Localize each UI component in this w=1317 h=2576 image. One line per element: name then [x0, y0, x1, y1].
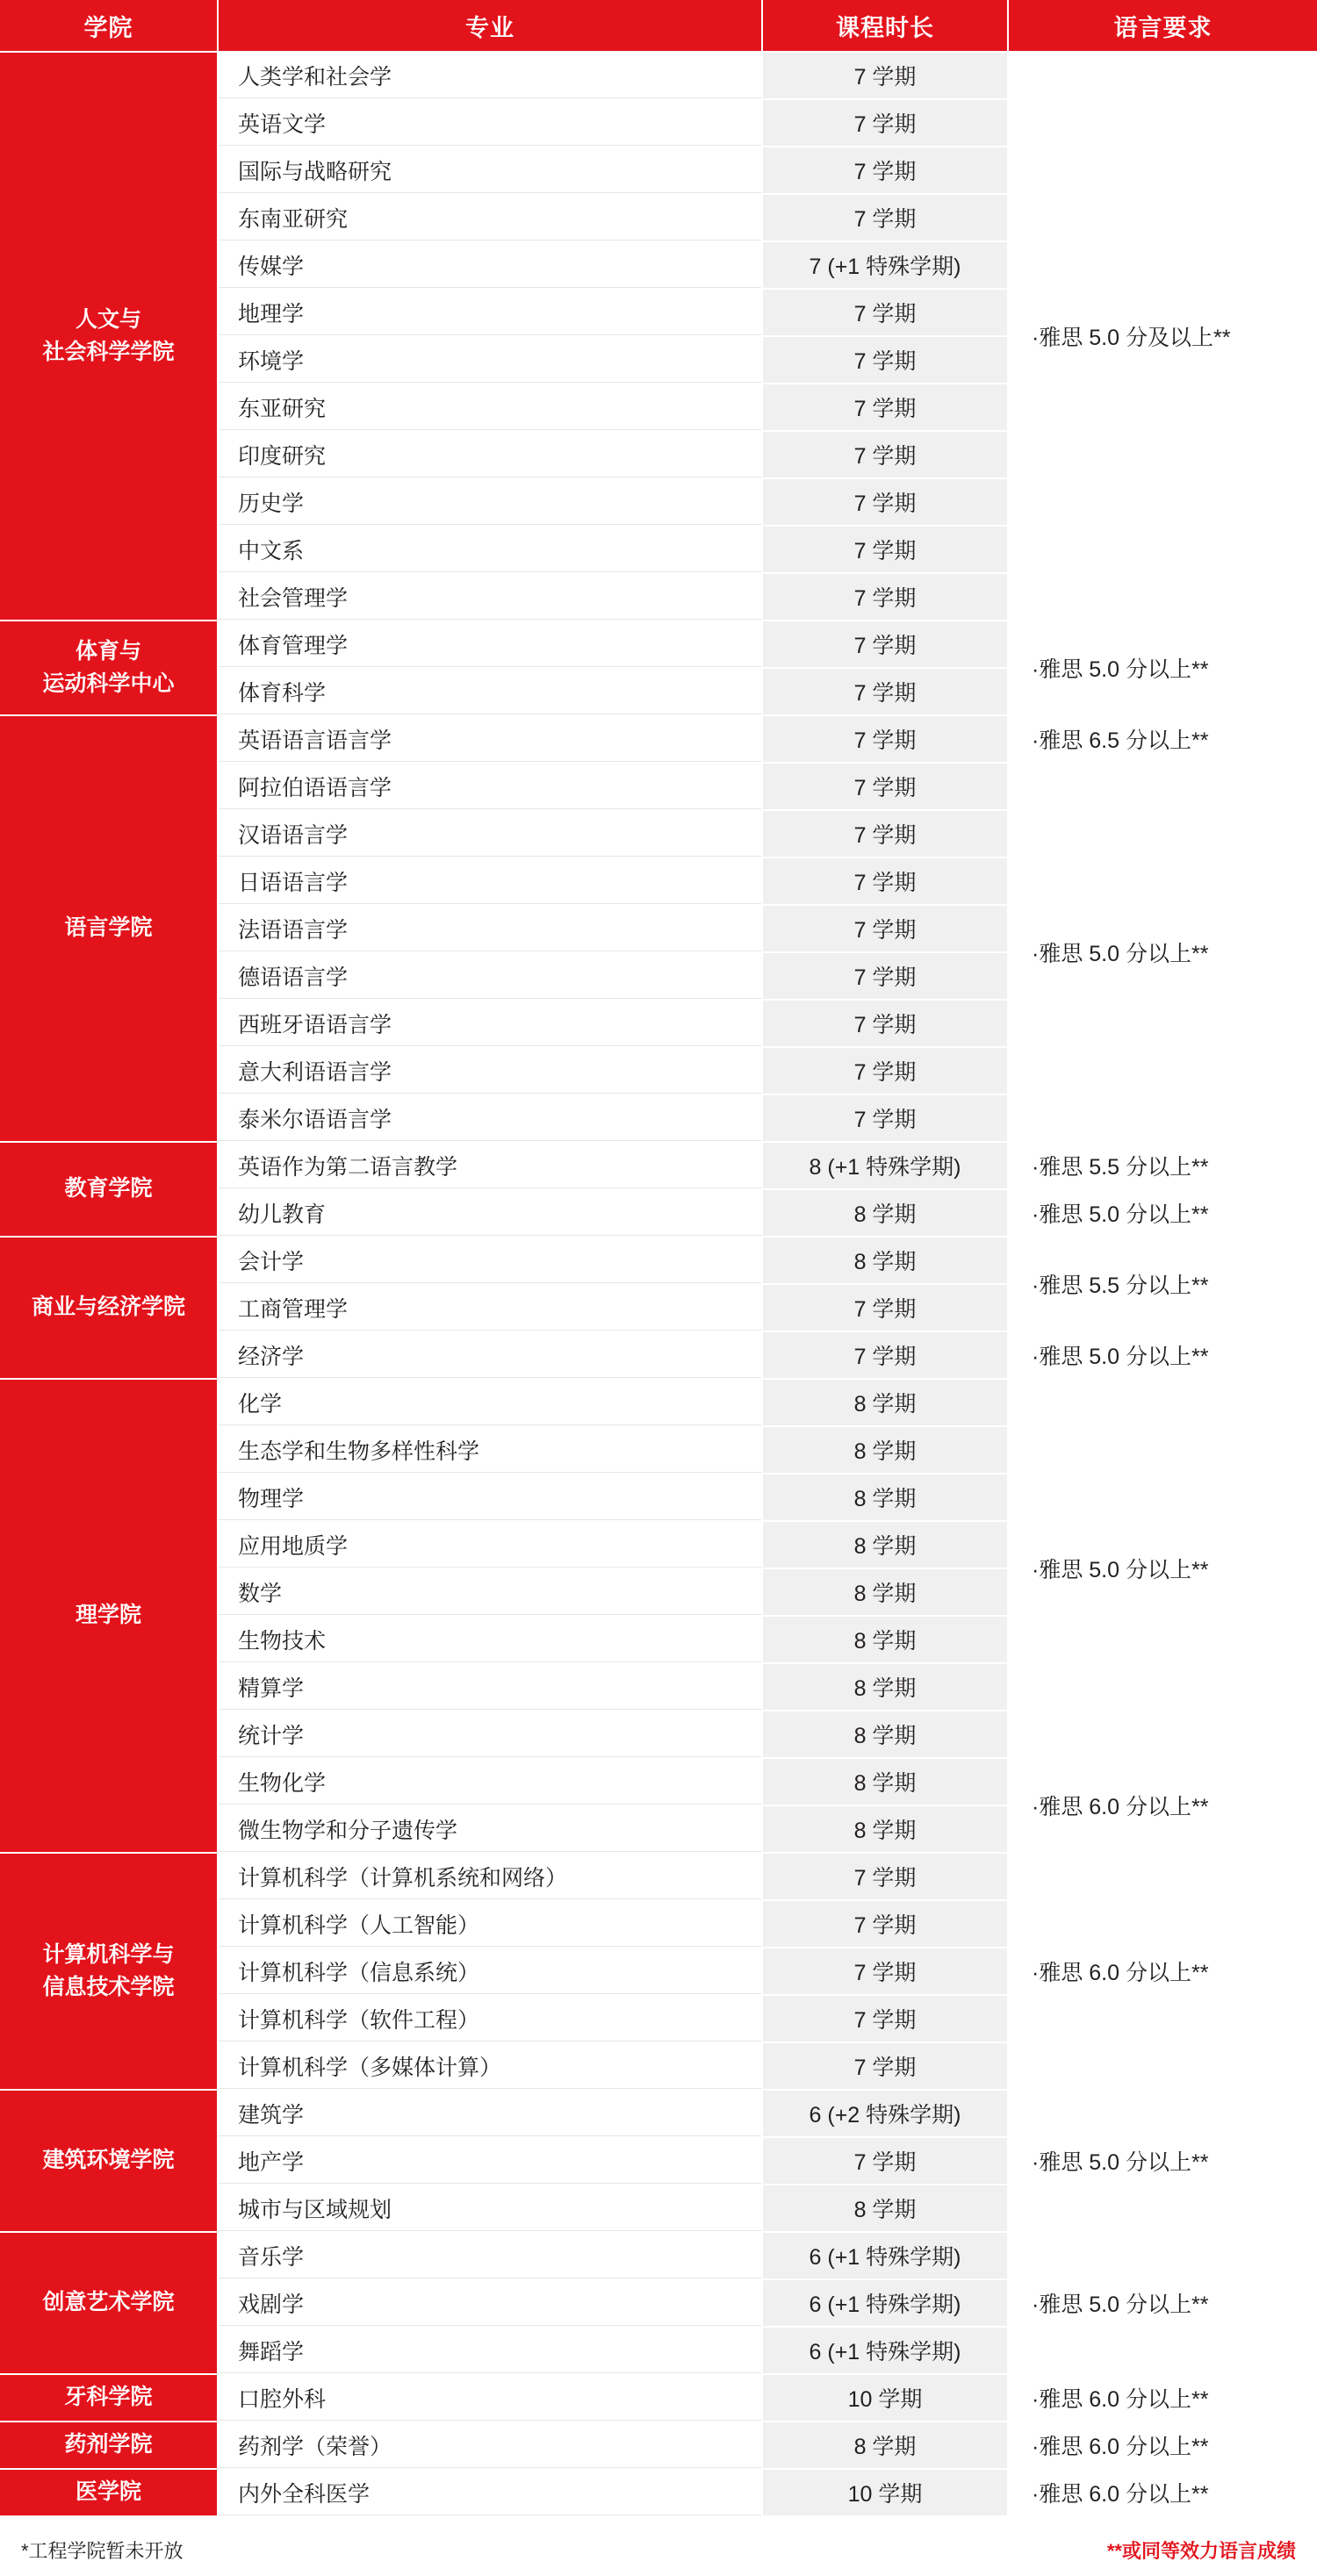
duration-cell: 7 学期 — [762, 1995, 1008, 2042]
major-cell: 内外全科医学 — [218, 2469, 762, 2516]
major-cell: 法语语言学 — [218, 905, 762, 952]
duration-cell: 7 学期 — [762, 1331, 1008, 1379]
major-cell: 会计学 — [218, 1237, 762, 1284]
major-cell: 阿拉伯语语言学 — [218, 763, 762, 810]
duration-cell: 7 学期 — [762, 952, 1008, 1000]
major-cell: 中文系 — [218, 526, 762, 573]
major-cell: 精算学 — [218, 1663, 762, 1711]
duration-cell: 6 (+1 特殊学期) — [762, 2279, 1008, 2327]
major-cell: 经济学 — [218, 1331, 762, 1379]
major-cell: 英语语言语言学 — [218, 715, 762, 763]
major-cell: 体育科学 — [218, 668, 762, 715]
duration-cell: 10 学期 — [762, 2374, 1008, 2422]
table-row — [0, 715, 1317, 763]
duration-cell: 7 学期 — [762, 478, 1008, 526]
column-header-school: 学院 — [0, 0, 218, 52]
major-cell: 计算机科学（信息系统） — [218, 1948, 762, 1995]
duration-cell: 8 学期 — [762, 1426, 1008, 1474]
duration-cell: 8 学期 — [762, 1237, 1008, 1284]
table-header-row — [0, 0, 1317, 52]
duration-cell: 7 学期 — [762, 336, 1008, 384]
duration-cell: 7 学期 — [762, 1000, 1008, 1047]
major-cell: 舞蹈学 — [218, 2327, 762, 2374]
duration-cell: 7 学期 — [762, 1853, 1008, 1900]
major-cell: 地理学 — [218, 289, 762, 336]
duration-cell: 7 (+1 特殊学期) — [762, 241, 1008, 289]
school-cell: 医学院 — [0, 2469, 218, 2516]
language-requirement-cell: ·雅思 5.0 分以上** — [1008, 1379, 1317, 1758]
table-row — [0, 2422, 1317, 2469]
school-cell: 理学院 — [0, 1379, 218, 1853]
duration-cell: 6 (+1 特殊学期) — [762, 2327, 1008, 2374]
major-cell: 英语作为第二语言教学 — [218, 1142, 762, 1189]
duration-cell: 7 学期 — [762, 1900, 1008, 1948]
major-cell: 数学 — [218, 1568, 762, 1616]
language-requirement-cell: ·雅思 6.0 分以上** — [1008, 1853, 1317, 2090]
major-cell: 历史学 — [218, 478, 762, 526]
language-requirement-cell: ·雅思 5.0 分以上** — [1008, 1331, 1317, 1379]
table-row — [0, 2232, 1317, 2279]
duration-cell: 8 学期 — [762, 1568, 1008, 1616]
duration-cell: 8 学期 — [762, 1521, 1008, 1568]
major-cell: 微生物学和分子遗传学 — [218, 1805, 762, 1853]
major-cell: 城市与区域规划 — [218, 2185, 762, 2232]
major-cell: 社会管理学 — [218, 573, 762, 621]
major-cell: 日语语言学 — [218, 857, 762, 905]
language-requirement-cell: ·雅思 5.0 分以上** — [1008, 2232, 1317, 2374]
table-body — [0, 52, 1317, 2516]
language-requirement-cell: ·雅思 6.0 分以上** — [1008, 2469, 1317, 2516]
duration-cell: 7 学期 — [762, 384, 1008, 431]
table-row — [0, 2374, 1317, 2422]
duration-cell: 8 学期 — [762, 1474, 1008, 1521]
school-cell: 创意艺术学院 — [0, 2232, 218, 2374]
major-cell: 英语文学 — [218, 99, 762, 147]
duration-cell: 8 学期 — [762, 1758, 1008, 1805]
major-cell: 计算机科学（计算机系统和网络） — [218, 1853, 762, 1900]
duration-cell: 7 学期 — [762, 431, 1008, 478]
major-cell: 东亚研究 — [218, 384, 762, 431]
duration-cell: 6 (+2 特殊学期) — [762, 2090, 1008, 2137]
duration-cell: 7 学期 — [762, 526, 1008, 573]
major-cell: 国际与战略研究 — [218, 147, 762, 194]
table-row — [0, 621, 1317, 668]
duration-cell: 8 学期 — [762, 2422, 1008, 2469]
column-header-duration: 课程时长 — [762, 0, 1008, 52]
major-cell: 印度研究 — [218, 431, 762, 478]
table-header — [0, 0, 1317, 52]
table-row — [0, 52, 1317, 99]
duration-cell: 7 学期 — [762, 857, 1008, 905]
major-cell: 物理学 — [218, 1474, 762, 1521]
major-cell: 西班牙语语言学 — [218, 1000, 762, 1047]
duration-cell: 7 学期 — [762, 1284, 1008, 1331]
major-cell: 体育管理学 — [218, 621, 762, 668]
school-cell: 人文与 社会科学学院 — [0, 52, 218, 621]
major-cell: 戏剧学 — [218, 2279, 762, 2327]
footnote-right: **或同等效力语言成绩 — [1106, 2540, 1296, 2562]
duration-cell: 7 学期 — [762, 810, 1008, 857]
duration-cell: 8 学期 — [762, 1663, 1008, 1711]
duration-cell: 7 学期 — [762, 715, 1008, 763]
duration-cell: 7 学期 — [762, 763, 1008, 810]
language-requirement-cell: ·雅思 5.0 分及以上** — [1008, 52, 1317, 621]
language-requirement-cell: ·雅思 5.0 分以上** — [1008, 621, 1317, 715]
major-cell: 德语语言学 — [218, 952, 762, 1000]
duration-cell: 7 学期 — [762, 147, 1008, 194]
column-header-language: 语言要求 — [1008, 0, 1317, 52]
duration-cell: 8 学期 — [762, 2185, 1008, 2232]
major-cell: 环境学 — [218, 336, 762, 384]
table-row — [0, 1237, 1317, 1284]
school-cell: 教育学院 — [0, 1142, 218, 1237]
major-cell: 人类学和社会学 — [218, 52, 762, 99]
language-requirement-cell: ·雅思 5.0 分以上** — [1008, 763, 1317, 1142]
language-requirement-cell: ·雅思 5.0 分以上** — [1008, 2090, 1317, 2232]
major-cell: 音乐学 — [218, 2232, 762, 2279]
duration-cell: 10 学期 — [762, 2469, 1008, 2516]
duration-cell: 8 学期 — [762, 1711, 1008, 1758]
duration-cell: 7 学期 — [762, 1094, 1008, 1142]
major-cell: 汉语语言学 — [218, 810, 762, 857]
major-cell: 口腔外科 — [218, 2374, 762, 2422]
major-cell: 工商管理学 — [218, 1284, 762, 1331]
duration-cell: 6 (+1 特殊学期) — [762, 2232, 1008, 2279]
footnote-left: *工程学院暂未开放 — [21, 2540, 184, 2562]
duration-cell: 7 学期 — [762, 2042, 1008, 2090]
major-cell: 统计学 — [218, 1711, 762, 1758]
duration-cell: 7 学期 — [762, 1047, 1008, 1094]
table-row — [0, 1853, 1317, 1900]
language-requirement-cell: ·雅思 6.0 分以上** — [1008, 2374, 1317, 2422]
column-header-major: 专业 — [218, 0, 762, 52]
language-requirement-cell: ·雅思 5.0 分以上** — [1008, 1189, 1317, 1237]
duration-cell: 7 学期 — [762, 52, 1008, 99]
duration-cell: 7 学期 — [762, 573, 1008, 621]
duration-cell: 8 学期 — [762, 1379, 1008, 1426]
major-cell: 生物化学 — [218, 1758, 762, 1805]
language-requirement-cell: ·雅思 6.0 分以上** — [1008, 1758, 1317, 1853]
table-row — [0, 1379, 1317, 1426]
table-row — [0, 2469, 1317, 2516]
major-cell: 生物技术 — [218, 1616, 762, 1663]
major-cell: 意大利语语言学 — [218, 1047, 762, 1094]
school-cell: 建筑环境学院 — [0, 2090, 218, 2232]
major-cell: 东南亚研究 — [218, 194, 762, 241]
school-cell: 牙科学院 — [0, 2374, 218, 2422]
major-cell: 计算机科学（软件工程） — [218, 1995, 762, 2042]
language-requirement-cell: ·雅思 6.5 分以上** — [1008, 715, 1317, 763]
major-cell: 地产学 — [218, 2137, 762, 2185]
major-cell: 生态学和生物多样性科学 — [218, 1426, 762, 1474]
table-row — [0, 1142, 1317, 1189]
duration-cell: 8 (+1 特殊学期) — [762, 1142, 1008, 1189]
major-cell: 计算机科学（人工智能） — [218, 1900, 762, 1948]
major-cell: 泰米尔语语言学 — [218, 1094, 762, 1142]
duration-cell: 7 学期 — [762, 1948, 1008, 1995]
major-cell: 幼儿教育 — [218, 1189, 762, 1237]
major-cell: 化学 — [218, 1379, 762, 1426]
language-requirement-cell: ·雅思 5.5 分以上** — [1008, 1237, 1317, 1331]
major-cell: 药剂学（荣誉） — [218, 2422, 762, 2469]
school-cell: 体育与 运动科学中心 — [0, 621, 218, 715]
major-cell: 传媒学 — [218, 241, 762, 289]
duration-cell: 7 学期 — [762, 2137, 1008, 2185]
school-cell: 语言学院 — [0, 715, 218, 1142]
duration-cell: 8 学期 — [762, 1616, 1008, 1663]
duration-cell: 8 学期 — [762, 1805, 1008, 1853]
footnotes — [0, 2517, 1317, 2576]
school-cell: 药剂学院 — [0, 2422, 218, 2469]
duration-cell: 7 学期 — [762, 289, 1008, 336]
duration-cell: 7 学期 — [762, 99, 1008, 147]
school-cell: 商业与经济学院 — [0, 1237, 218, 1379]
duration-cell: 8 学期 — [762, 1189, 1008, 1237]
language-requirement-cell: ·雅思 6.0 分以上** — [1008, 2422, 1317, 2469]
school-cell: 计算机科学与 信息技术学院 — [0, 1853, 218, 2090]
duration-cell: 7 学期 — [762, 905, 1008, 952]
duration-cell: 7 学期 — [762, 668, 1008, 715]
language-requirement-cell: ·雅思 5.5 分以上** — [1008, 1142, 1317, 1189]
major-cell: 应用地质学 — [218, 1521, 762, 1568]
duration-cell: 7 学期 — [762, 194, 1008, 241]
table-row — [0, 2090, 1317, 2137]
duration-cell: 7 学期 — [762, 621, 1008, 668]
major-cell: 计算机科学（多媒体计算） — [218, 2042, 762, 2090]
major-cell: 建筑学 — [218, 2090, 762, 2137]
